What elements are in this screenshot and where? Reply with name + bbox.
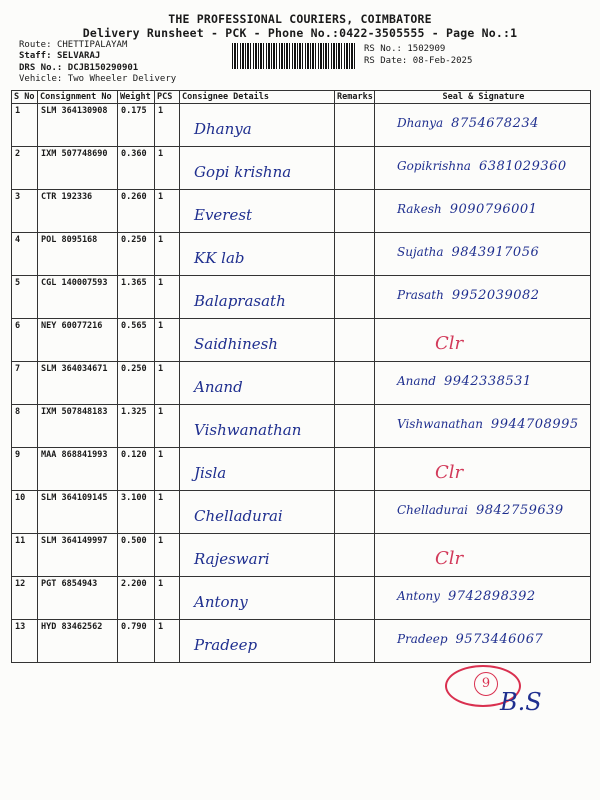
staff-line	[19, 51, 100, 62]
consignment-number: POL 8095168	[38, 233, 118, 276]
signature-phone: 9942338531	[443, 374, 532, 389]
consignee-name: Anand	[194, 378, 243, 396]
consignee-name: Gopi krishna	[194, 163, 292, 181]
signature-cell	[375, 448, 591, 491]
rs-no-label: RS No.:	[364, 44, 402, 54]
remarks-cell	[335, 362, 375, 405]
runsheet-table	[11, 90, 591, 663]
vehicle-value: Two Wheeler Delivery	[67, 74, 177, 84]
consignment-number: HYD 83462562	[38, 620, 118, 663]
staff-label: Staff:	[19, 51, 52, 61]
remarks-cell	[335, 620, 375, 663]
consignee-cell	[180, 319, 335, 362]
consignment-number: CTR 192336	[38, 190, 118, 233]
runsheet-subtitle: Delivery Runsheet - PCK - Phone No.:0422-3505555 - Page No.:1	[82, 26, 518, 40]
consignment-number: MAA 868841993	[38, 448, 118, 491]
consignment-number: SLM 364109145	[38, 491, 118, 534]
col-header-pcs: PCS	[155, 91, 180, 104]
consignee-name: Chelladurai	[194, 507, 283, 525]
signature-name: Rakesh	[397, 202, 442, 216]
serial-number: 5	[12, 276, 38, 319]
consignee-cell	[180, 491, 335, 534]
consignee-cell	[180, 534, 335, 577]
consignment-number: IXM 507848183	[38, 405, 118, 448]
drs-line	[19, 63, 138, 74]
consignee-cell	[180, 104, 335, 147]
serial-number: 1	[12, 104, 38, 147]
signature-cell	[375, 362, 591, 405]
handwritten-initials: B.S	[500, 688, 542, 716]
weight: 1.365	[118, 276, 155, 319]
signature	[375, 190, 590, 217]
signature-cell	[375, 405, 591, 448]
table-row	[12, 620, 591, 663]
route-value: CHETTIPALAYAM	[56, 40, 128, 50]
weight: 0.360	[118, 147, 155, 190]
serial-number: 3	[12, 190, 38, 233]
signature	[375, 276, 590, 303]
signature-name: Antony	[397, 589, 440, 603]
consignee-name: Saidhinesh	[194, 335, 278, 353]
consignee-cell	[180, 620, 335, 663]
weight: 1.325	[118, 405, 155, 448]
signature-phone: 8754678234	[451, 116, 539, 131]
table-row	[12, 319, 591, 362]
signature-phone: 9090796001	[449, 202, 538, 217]
consignee-name: Pradeep	[194, 636, 258, 654]
remarks-cell	[335, 147, 375, 190]
rs-no-value: 1502909	[407, 44, 446, 54]
company-title: THE PROFESSIONAL COURIERS, COIMBATORE	[168, 12, 432, 26]
table-row	[12, 577, 591, 620]
signature	[375, 577, 590, 604]
col-header-sno: S No	[12, 91, 38, 104]
remarks-cell	[335, 190, 375, 233]
consignee-cell	[180, 448, 335, 491]
signature	[375, 362, 590, 389]
consignee-name: KK lab	[194, 249, 245, 267]
consignee-cell	[180, 233, 335, 276]
signature-cell	[375, 190, 591, 233]
weight: 0.175	[118, 104, 155, 147]
table-row	[12, 448, 591, 491]
col-header-consignment: Consignment No	[38, 91, 118, 104]
remarks-cell	[335, 405, 375, 448]
remarks-cell	[335, 233, 375, 276]
signature-name: Sujatha	[397, 245, 444, 259]
serial-number: 13	[12, 620, 38, 663]
table-header-row	[12, 91, 591, 104]
signature-phone: 9742898392	[447, 589, 536, 604]
consignee-name: Jisla	[194, 464, 227, 482]
weight: 0.260	[118, 190, 155, 233]
signature-name: Vishwanathan	[397, 417, 483, 431]
signature-cell	[375, 233, 591, 276]
serial-number: 8	[12, 405, 38, 448]
weight: 0.565	[118, 319, 155, 362]
pieces: 1	[155, 276, 180, 319]
clr-mark: Clr	[435, 548, 464, 569]
pieces: 1	[155, 362, 180, 405]
table-row	[12, 362, 591, 405]
signature-phone: 9952039082	[451, 288, 540, 303]
pieces: 1	[155, 448, 180, 491]
signature-cell	[375, 491, 591, 534]
signature-cell	[375, 147, 591, 190]
table-row	[12, 276, 591, 319]
weight: 0.500	[118, 534, 155, 577]
remarks-cell	[335, 448, 375, 491]
serial-number: 11	[12, 534, 38, 577]
consignment-number: CGL 140007593	[38, 276, 118, 319]
signature-cell	[375, 319, 591, 362]
col-header-remarks: Remarks	[335, 91, 375, 104]
pieces: 1	[155, 577, 180, 620]
consignee-name: Balaprasath	[194, 292, 286, 310]
remarks-cell	[335, 534, 375, 577]
pieces: 1	[155, 233, 180, 276]
clr-mark: Clr	[435, 462, 464, 483]
consignee-cell	[180, 577, 335, 620]
signature	[375, 491, 590, 518]
signature-phone: 6381029360	[478, 159, 567, 174]
table-row	[12, 190, 591, 233]
table-row	[12, 233, 591, 276]
consignee-cell	[180, 362, 335, 405]
weight: 0.250	[118, 233, 155, 276]
signature-name: Gopikrishna	[397, 159, 471, 173]
signature-cell	[375, 104, 591, 147]
weight: 2.200	[118, 577, 155, 620]
signature-phone: 9944708995	[490, 417, 579, 432]
signature-cell	[375, 534, 591, 577]
serial-number: 9	[12, 448, 38, 491]
vehicle-label: Vehicle:	[19, 74, 63, 84]
signature-name: Pradeep	[397, 632, 448, 646]
vehicle-line	[19, 74, 176, 85]
weight: 0.250	[118, 362, 155, 405]
signature-name: Chelladurai	[397, 503, 468, 517]
consignee-name: Antony	[194, 593, 248, 611]
rs-date-line	[364, 56, 472, 67]
consignment-number: SLM 364149997	[38, 534, 118, 577]
drs-label: DRS No.:	[19, 63, 63, 73]
barcode-image	[232, 43, 357, 69]
consignment-number: SLM 364130908	[38, 104, 118, 147]
serial-number: 10	[12, 491, 38, 534]
signature-name: Dhanya	[397, 116, 444, 130]
signature-phone: 9573446067	[455, 632, 544, 647]
remarks-cell	[335, 319, 375, 362]
consignee-name: Rajeswari	[194, 550, 270, 568]
signature	[375, 620, 590, 647]
weight: 3.100	[118, 491, 155, 534]
pieces: 1	[155, 620, 180, 663]
consignee-cell	[180, 276, 335, 319]
remarks-cell	[335, 577, 375, 620]
pieces: 1	[155, 147, 180, 190]
signature-name: Prasath	[397, 288, 444, 302]
col-header-signature: Seal & Signature	[375, 91, 591, 104]
signature-cell	[375, 276, 591, 319]
signature-cell	[375, 577, 591, 620]
remarks-cell	[335, 491, 375, 534]
signature-phone: 9842759639	[475, 503, 564, 518]
pieces: 1	[155, 405, 180, 448]
table-row	[12, 534, 591, 577]
pieces: 1	[155, 104, 180, 147]
table-row	[12, 104, 591, 147]
serial-number: 7	[12, 362, 38, 405]
consignment-number: SLM 364034671	[38, 362, 118, 405]
rs-no-line	[364, 44, 445, 55]
remarks-cell	[335, 104, 375, 147]
signature	[375, 233, 590, 260]
route-label: Route:	[19, 40, 52, 50]
rs-date-label: RS Date:	[364, 56, 408, 66]
signature-phone: 9843917056	[451, 245, 540, 260]
stamp-number: 9	[474, 672, 498, 696]
pieces: 1	[155, 534, 180, 577]
consignment-number: PGT 6854943	[38, 577, 118, 620]
signature	[375, 147, 590, 174]
col-header-consignee: Consignee Details	[180, 91, 335, 104]
consignee-name: Everest	[194, 206, 253, 224]
weight: 0.790	[118, 620, 155, 663]
signature	[375, 104, 590, 131]
col-header-weight: Weight	[118, 91, 155, 104]
consignee-name: Dhanya	[194, 120, 252, 138]
serial-number: 6	[12, 319, 38, 362]
signature	[375, 405, 590, 432]
serial-number: 4	[12, 233, 38, 276]
pieces: 1	[155, 190, 180, 233]
serial-number: 2	[12, 147, 38, 190]
weight: 0.120	[118, 448, 155, 491]
staff-value: SELVARAJ	[56, 51, 101, 61]
rs-date-value: 08-Feb-2025	[412, 56, 473, 66]
table-row	[12, 147, 591, 190]
table-row	[12, 491, 591, 534]
clr-mark: Clr	[435, 333, 464, 354]
consignment-number: NEY 60077216	[38, 319, 118, 362]
consignee-cell	[180, 147, 335, 190]
consignee-name: Vishwanathan	[194, 421, 302, 439]
consignee-cell	[180, 190, 335, 233]
consignee-cell	[180, 405, 335, 448]
pieces: 1	[155, 491, 180, 534]
drs-value: DCJB150290901	[67, 63, 139, 73]
consignment-number: IXM 507748690	[38, 147, 118, 190]
pieces: 1	[155, 319, 180, 362]
serial-number: 12	[12, 577, 38, 620]
signature-name: Anand	[397, 374, 436, 388]
signature-cell	[375, 620, 591, 663]
table-row	[12, 405, 591, 448]
remarks-cell	[335, 276, 375, 319]
route-line	[19, 40, 127, 51]
